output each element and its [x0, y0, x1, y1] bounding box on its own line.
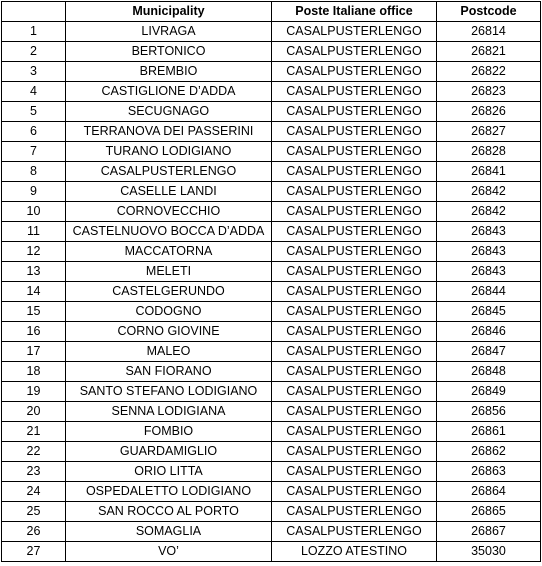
- office-cell: CASALPUSTERLENGO: [272, 522, 437, 542]
- row-index: 15: [2, 302, 66, 322]
- office-cell: CASALPUSTERLENGO: [272, 302, 437, 322]
- municipality-cell: CASTIGLIONE D’ADDA: [66, 82, 272, 102]
- office-cell: CASALPUSTERLENGO: [272, 202, 437, 222]
- postcode-cell: 26822: [437, 62, 541, 82]
- row-index: 5: [2, 102, 66, 122]
- row-index: 13: [2, 262, 66, 282]
- municipality-cell: CASALPUSTERLENGO: [66, 162, 272, 182]
- table-header: [2, 2, 541, 22]
- office-cell: CASALPUSTERLENGO: [272, 422, 437, 442]
- row-index: 8: [2, 162, 66, 182]
- table-row: [2, 402, 541, 422]
- postcode-cell: 26856: [437, 402, 541, 422]
- postcode-cell: 26826: [437, 102, 541, 122]
- office-cell: CASALPUSTERLENGO: [272, 262, 437, 282]
- table-row: [2, 162, 541, 182]
- table-row: [2, 22, 541, 42]
- row-index: 18: [2, 362, 66, 382]
- office-cell: CASALPUSTERLENGO: [272, 362, 437, 382]
- office-cell: CASALPUSTERLENGO: [272, 282, 437, 302]
- header-office: Poste Italiane office: [272, 2, 437, 22]
- municipality-cell: CASTELNUOVO BOCCA D’ADDA: [66, 222, 272, 242]
- postcode-cell: 26827: [437, 122, 541, 142]
- row-index: 14: [2, 282, 66, 302]
- municipality-cell: SOMAGLIA: [66, 522, 272, 542]
- office-cell: CASALPUSTERLENGO: [272, 382, 437, 402]
- postcode-cell: 26821: [437, 42, 541, 62]
- header-postcode: Postcode: [437, 2, 541, 22]
- table-row: [2, 42, 541, 62]
- table-row: [2, 262, 541, 282]
- office-cell: CASALPUSTERLENGO: [272, 22, 437, 42]
- municipality-cell: LIVRAGA: [66, 22, 272, 42]
- postcode-cell: 26844: [437, 282, 541, 302]
- municipality-cell: MALEO: [66, 342, 272, 362]
- table-row: [2, 442, 541, 462]
- table-row: [2, 142, 541, 162]
- table-body: [2, 22, 541, 562]
- municipality-cell: OSPEDALETTO LODIGIANO: [66, 482, 272, 502]
- municipality-cell: CORNO GIOVINE: [66, 322, 272, 342]
- office-cell: CASALPUSTERLENGO: [272, 42, 437, 62]
- office-cell: CASALPUSTERLENGO: [272, 482, 437, 502]
- header-municipality: Municipality: [66, 2, 272, 22]
- postcode-cell: 26847: [437, 342, 541, 362]
- municipality-cell: MELETI: [66, 262, 272, 282]
- table-row: [2, 502, 541, 522]
- office-cell: CASALPUSTERLENGO: [272, 142, 437, 162]
- postcode-cell: 26849: [437, 382, 541, 402]
- row-index: 1: [2, 22, 66, 42]
- office-cell: CASALPUSTERLENGO: [272, 462, 437, 482]
- office-cell: CASALPUSTERLENGO: [272, 342, 437, 362]
- row-index: 9: [2, 182, 66, 202]
- postcode-cell: 26864: [437, 482, 541, 502]
- row-index: 24: [2, 482, 66, 502]
- municipality-cell: GUARDAMIGLIO: [66, 442, 272, 462]
- table-row: [2, 182, 541, 202]
- table-row: [2, 362, 541, 382]
- row-index: 27: [2, 542, 66, 562]
- postcode-cell: 26828: [437, 142, 541, 162]
- office-cell: CASALPUSTERLENGO: [272, 442, 437, 462]
- row-index: 20: [2, 402, 66, 422]
- postcode-cell: 26843: [437, 262, 541, 282]
- municipality-cell: FOMBIO: [66, 422, 272, 442]
- municipality-cell: CODOGNO: [66, 302, 272, 322]
- row-index: 22: [2, 442, 66, 462]
- municipality-cell: MACCATORNA: [66, 242, 272, 262]
- table-row: [2, 102, 541, 122]
- postcode-cell: 26845: [437, 302, 541, 322]
- row-index: 12: [2, 242, 66, 262]
- row-index: 26: [2, 522, 66, 542]
- header-row: [2, 2, 541, 22]
- municipality-cell: TERRANOVA DEI PASSERINI: [66, 122, 272, 142]
- postcode-cell: 26846: [437, 322, 541, 342]
- postcode-cell: 26862: [437, 442, 541, 462]
- postcode-cell: 26843: [437, 222, 541, 242]
- postcode-cell: 26814: [437, 22, 541, 42]
- row-index: 6: [2, 122, 66, 142]
- municipality-cell: BREMBIO: [66, 62, 272, 82]
- table-row: [2, 222, 541, 242]
- postcode-cell: 26863: [437, 462, 541, 482]
- row-index: 2: [2, 42, 66, 62]
- table-row: [2, 482, 541, 502]
- row-index: 11: [2, 222, 66, 242]
- office-cell: CASALPUSTERLENGO: [272, 162, 437, 182]
- row-index: 7: [2, 142, 66, 162]
- row-index: 3: [2, 62, 66, 82]
- office-cell: CASALPUSTERLENGO: [272, 182, 437, 202]
- table-row: [2, 422, 541, 442]
- municipality-cell: SAN FIORANO: [66, 362, 272, 382]
- postcode-cell: 26865: [437, 502, 541, 522]
- table-row: [2, 282, 541, 302]
- table-row: [2, 242, 541, 262]
- table-row: [2, 462, 541, 482]
- municipality-cell: VO’: [66, 542, 272, 562]
- postcode-cell: 26823: [437, 82, 541, 102]
- row-index: 23: [2, 462, 66, 482]
- municipality-cell: CASTELGERUNDO: [66, 282, 272, 302]
- table-row: [2, 342, 541, 362]
- row-index: 4: [2, 82, 66, 102]
- postcode-cell: 26842: [437, 202, 541, 222]
- office-cell: CASALPUSTERLENGO: [272, 402, 437, 422]
- office-cell: CASALPUSTERLENGO: [272, 322, 437, 342]
- municipality-cell: CASELLE LANDI: [66, 182, 272, 202]
- postcode-cell: 26842: [437, 182, 541, 202]
- row-index: 25: [2, 502, 66, 522]
- municipality-cell: ORIO LITTA: [66, 462, 272, 482]
- municipality-cell: SECUGNAGO: [66, 102, 272, 122]
- table-row: [2, 542, 541, 562]
- municipality-cell: CORNOVECCHIO: [66, 202, 272, 222]
- postcode-cell: 26867: [437, 522, 541, 542]
- municipality-cell: SENNA LODIGIANA: [66, 402, 272, 422]
- table-row: [2, 382, 541, 402]
- postcode-cell: 26843: [437, 242, 541, 262]
- postcode-table: [1, 1, 541, 562]
- row-index: 16: [2, 322, 66, 342]
- table-row: [2, 522, 541, 542]
- postcode-cell: 26841: [437, 162, 541, 182]
- municipality-cell: SAN ROCCO AL PORTO: [66, 502, 272, 522]
- office-cell: CASALPUSTERLENGO: [272, 222, 437, 242]
- table-row: [2, 62, 541, 82]
- table-row: [2, 82, 541, 102]
- table-row: [2, 202, 541, 222]
- office-cell: CASALPUSTERLENGO: [272, 242, 437, 262]
- office-cell: CASALPUSTERLENGO: [272, 102, 437, 122]
- table-row: [2, 302, 541, 322]
- office-cell: CASALPUSTERLENGO: [272, 502, 437, 522]
- row-index: 21: [2, 422, 66, 442]
- row-index: 17: [2, 342, 66, 362]
- office-cell: CASALPUSTERLENGO: [272, 122, 437, 142]
- office-cell: LOZZO ATESTINO: [272, 542, 437, 562]
- office-cell: CASALPUSTERLENGO: [272, 82, 437, 102]
- municipality-cell: SANTO STEFANO LODIGIANO: [66, 382, 272, 402]
- municipality-cell: TURANO LODIGIANO: [66, 142, 272, 162]
- postcode-cell: 35030: [437, 542, 541, 562]
- header-index: [2, 2, 66, 22]
- postcode-cell: 26861: [437, 422, 541, 442]
- row-index: 10: [2, 202, 66, 222]
- table-row: [2, 322, 541, 342]
- row-index: 19: [2, 382, 66, 402]
- table-row: [2, 122, 541, 142]
- office-cell: CASALPUSTERLENGO: [272, 62, 437, 82]
- municipality-cell: BERTONICO: [66, 42, 272, 62]
- postcode-cell: 26848: [437, 362, 541, 382]
